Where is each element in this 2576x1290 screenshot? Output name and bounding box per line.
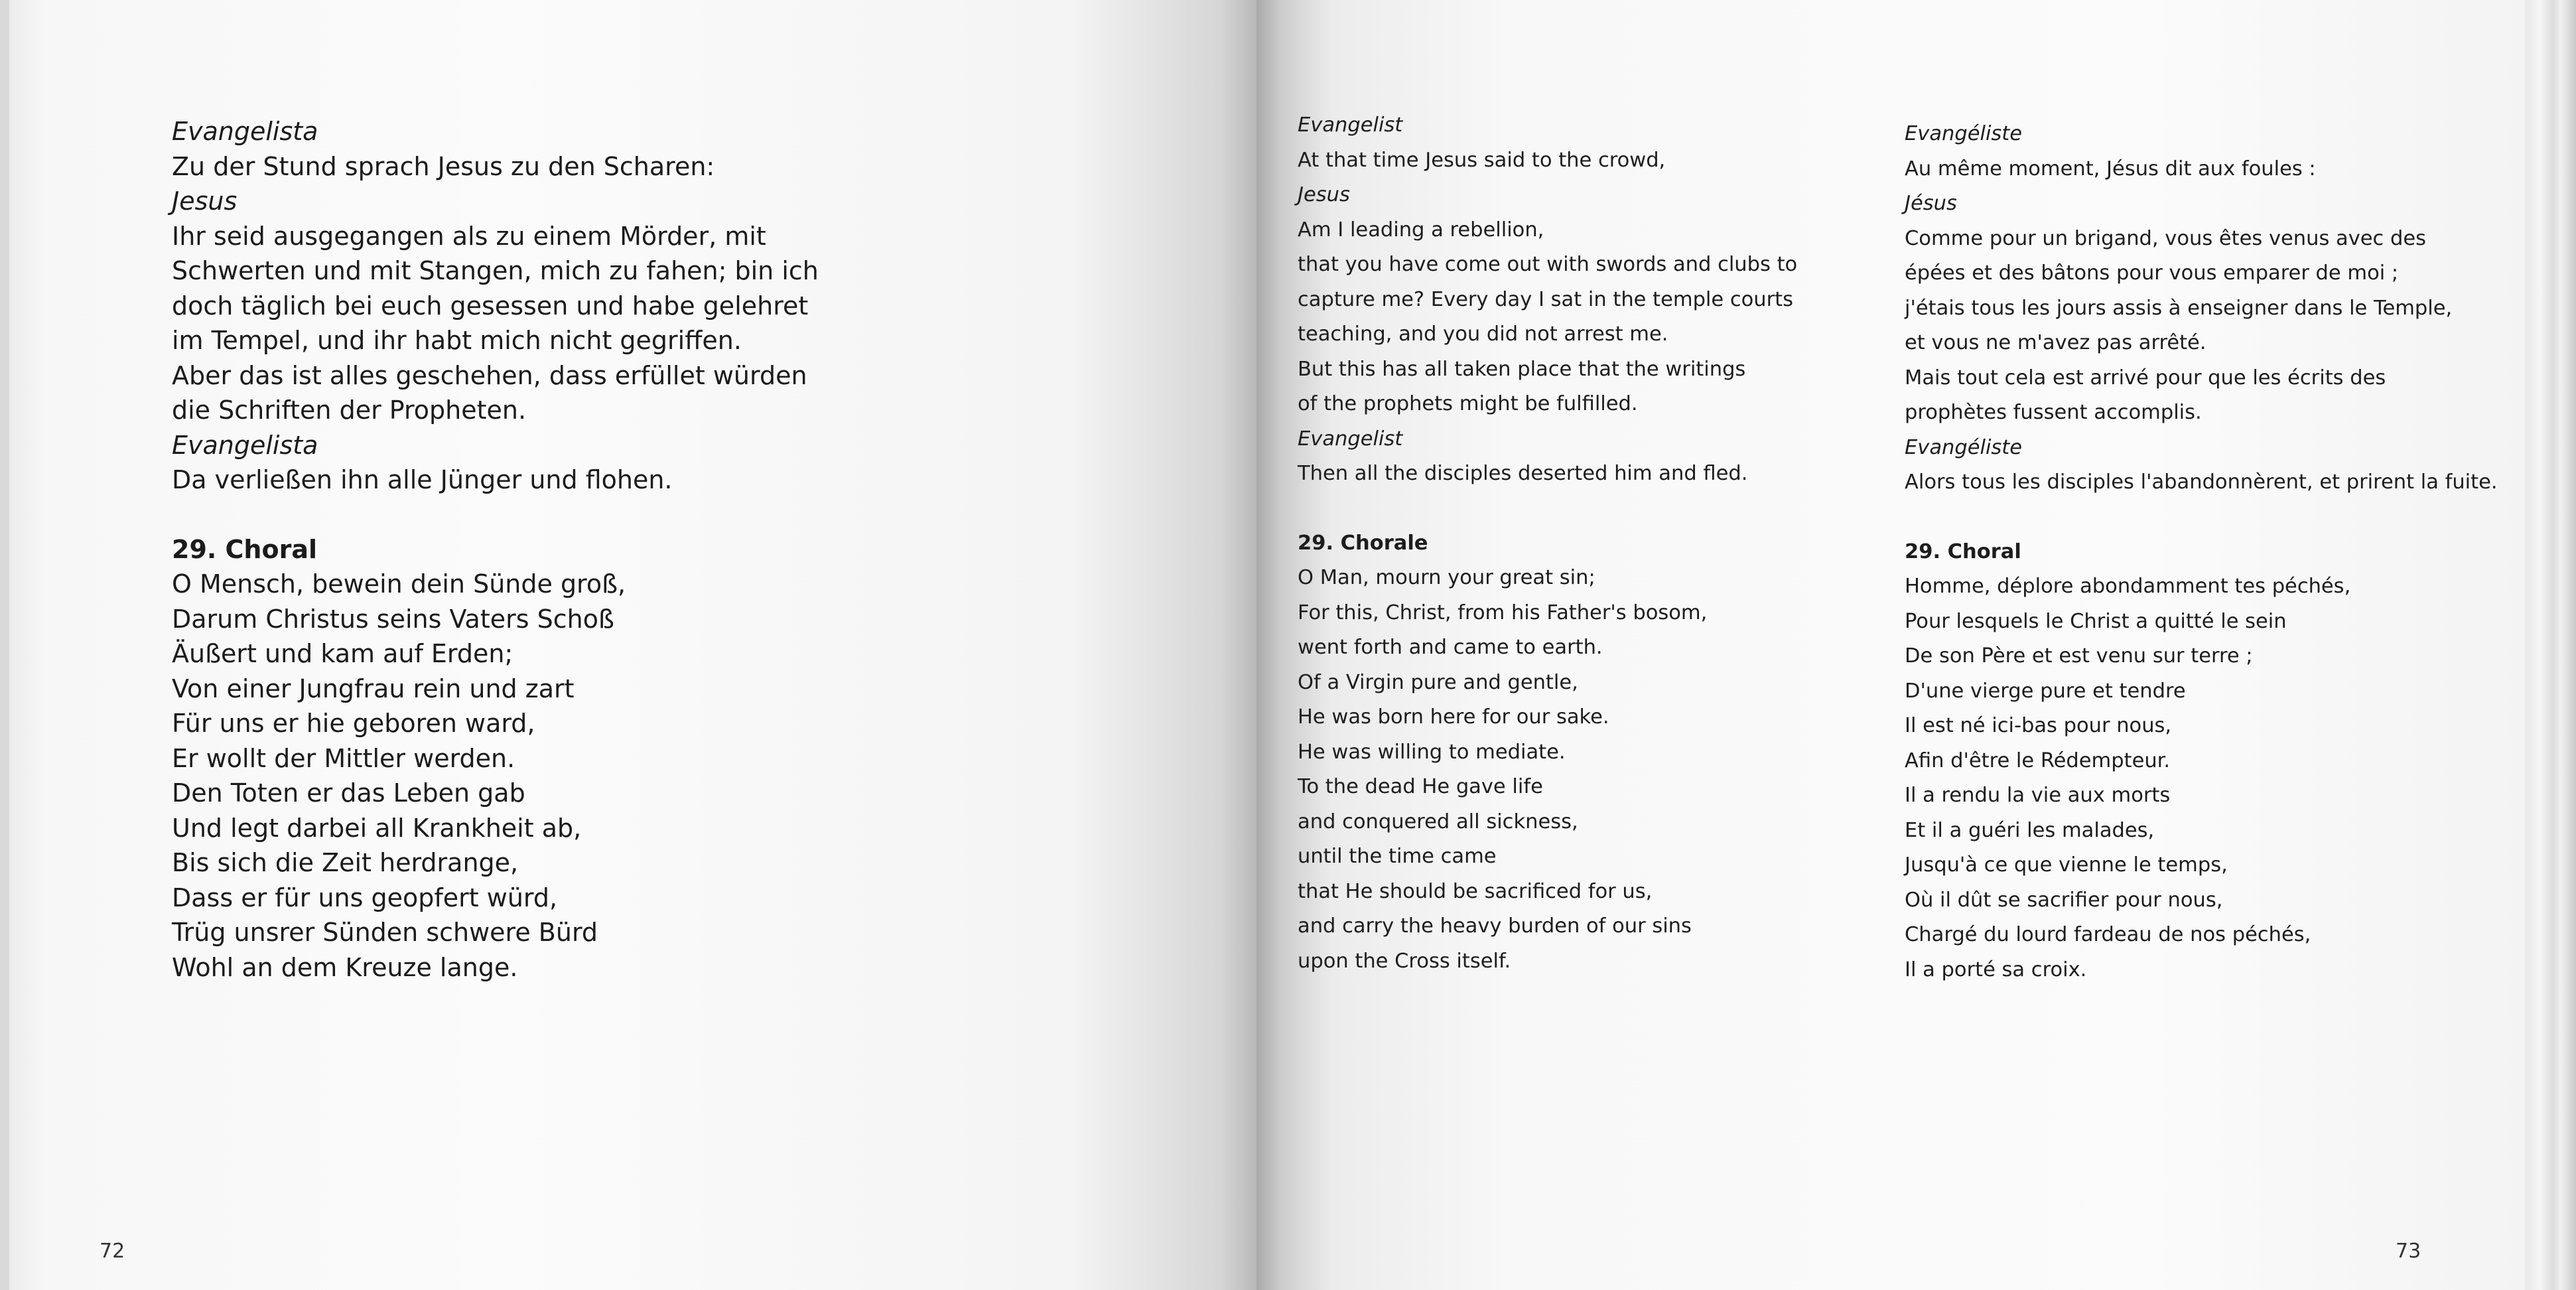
text-line: O Man, mourn your great sin; [1298,566,1595,589]
speaker-label: Evangelista [172,117,318,146]
text-line: teaching, and you did not arrest me. [1298,322,1668,346]
text-line: doch täglich bei euch gesessen und habe gelehret [172,291,809,321]
speaker-label: Evangelist [1298,113,1403,137]
text-line: Dass er für uns geopfert würd, [172,883,558,912]
text-line: Er wollt der Mittler werden. [172,743,515,773]
text-line: Schwerten und mit Stangen, mich zu fahen; bin ich [172,256,819,285]
text-line: that He should be sacrificed for us, [1298,879,1653,903]
text-line: Darum Christus seins Vaters Schoß [172,604,614,634]
text-line: But this has all taken place that the writings [1298,357,1746,381]
text-line: At that time Jesus said to the crowd, [1298,148,1666,172]
text-line: Of a Virgin pure and gentle, [1298,670,1578,694]
right-page [1256,0,2525,1290]
text-line: Il a rendu la vie aux morts [1905,784,2171,807]
text-line: Then all the disciples deserted him and fled. [1298,462,1748,485]
text-line: that you have come out with swords and clubs to [1298,253,1798,276]
text-line: of the prophets might be fulfilled. [1298,392,1638,415]
text-line: Wohl an dem Kreuze lange. [172,952,518,982]
text-line: prophètes fussent accomplis. [1905,401,2202,424]
text-line: capture me? Every day I sat in the temple courts [1298,287,1794,311]
text-line: Afin d'être le Rédempteur. [1905,749,2171,772]
text-line: Da verließen ihn alle Jünger und flohen. [172,465,673,494]
text-line: Mais tout cela est arrivé pour que les écrits des [1905,366,2386,390]
english-text-column [1298,108,1797,979]
speaker-label: Jesus [1298,183,1350,206]
text-line: and conquered all sickness, [1298,810,1578,833]
french-text-column [1905,117,2498,987]
text-line: Aber das ist alles geschehen, dass erfüllet würden [172,360,807,390]
text-line: Zu der Stund sprach Jesus zu den Scharen: [172,151,715,181]
text-line: O Mensch, bewein dein Sünde groß, [172,569,626,599]
text-line: He was born here for our sake. [1298,705,1609,729]
speaker-label: Evangéliste [1905,435,2023,459]
text-line: For this, Christ, from his Father's bosom, [1298,601,1708,624]
text-line: Von einer Jungfrau rein und zart [172,674,575,703]
page-edge [2525,0,2576,1290]
text-line: Ihr seid ausgegangen als zu einem Mörder, mit [172,221,766,251]
speaker-label: Evangelista [172,430,318,460]
left-page [9,0,1256,1290]
text-line: Alors tous les disciples l'abandonnèrent, et prirent la fuite. [1905,470,2498,494]
text-line: Homme, déplore abondamment tes péchés, [1905,575,2351,598]
text-line: went forth and came to earth. [1298,636,1603,659]
text-line: Äußert und kam auf Erden; [172,639,513,668]
text-line: De son Père et est venu sur terre ; [1905,644,2253,668]
text-line: Chargé du lourd fardeau de nos péchés, [1905,923,2311,946]
text-line: Und legt darbei all Krankheit ab, [172,813,582,843]
text-line: Bis sich die Zeit herdrange, [172,848,519,877]
speaker-label: Jesus [172,186,237,216]
text-line: Den Toten er das Leben gab [172,778,525,808]
text-line: die Schriften der Propheten. [172,395,527,425]
text-line: Am I leading a rebellion, [1298,218,1544,242]
text-line: Au même moment, Jésus dit aux foules : [1905,157,2316,180]
text-line: and carry the heavy burden of our sins [1298,914,1692,938]
section-heading: 29. Chorale [1298,531,1428,555]
paragraph-gap [1905,500,2498,535]
text-line: D'une vierge pure et tendre [1905,679,2186,703]
text-line: j'étais tous les jours assis à enseigner dans le Temple, [1905,296,2453,320]
text-line: Trüg unsrer Sünden schwere Bürd [172,918,598,947]
speaker-label: Evangéliste [1905,122,2023,145]
text-line: upon the Cross itself. [1298,949,1511,973]
text-line: Il est né ici-bas pour nous, [1905,714,2172,737]
paragraph-gap [1298,492,1797,526]
speaker-label: Jésus [1905,192,1957,215]
text-line: Où il dût se sacrifier pour nous, [1905,888,2223,912]
page-number-right: 73 [2396,1240,2421,1263]
text-line: until the time came [1298,845,1497,868]
text-line: Jusqu'à ce que vienne le temps, [1905,853,2228,877]
text-line: im Tempel, und ihr habt mich nicht gegriffen. [172,326,742,355]
text-line: Für uns er hie geboren ward, [172,709,535,738]
text-line: Comme pour un brigand, vous êtes venus avec des [1905,226,2427,250]
german-text-column [172,114,819,985]
text-line: He was willing to mediate. [1298,740,1566,764]
text-line: Et il a guéri les malades, [1905,818,2155,842]
paragraph-gap [172,498,819,532]
text-line: Pour lesquels le Christ a quitté le sein [1905,609,2287,633]
page-number-left: 72 [100,1240,125,1263]
speaker-label: Evangelist [1298,427,1403,451]
section-heading: 29. Choral [172,534,318,564]
text-line: et vous ne m'avez pas arrêté. [1905,331,2206,354]
text-line: épées et des bâtons pour vous emparer de moi ; [1905,261,2399,285]
text-line: Il a porté sa croix. [1905,958,2087,981]
section-heading: 29. Choral [1905,539,2021,563]
text-line: To the dead He gave life [1298,775,1543,798]
